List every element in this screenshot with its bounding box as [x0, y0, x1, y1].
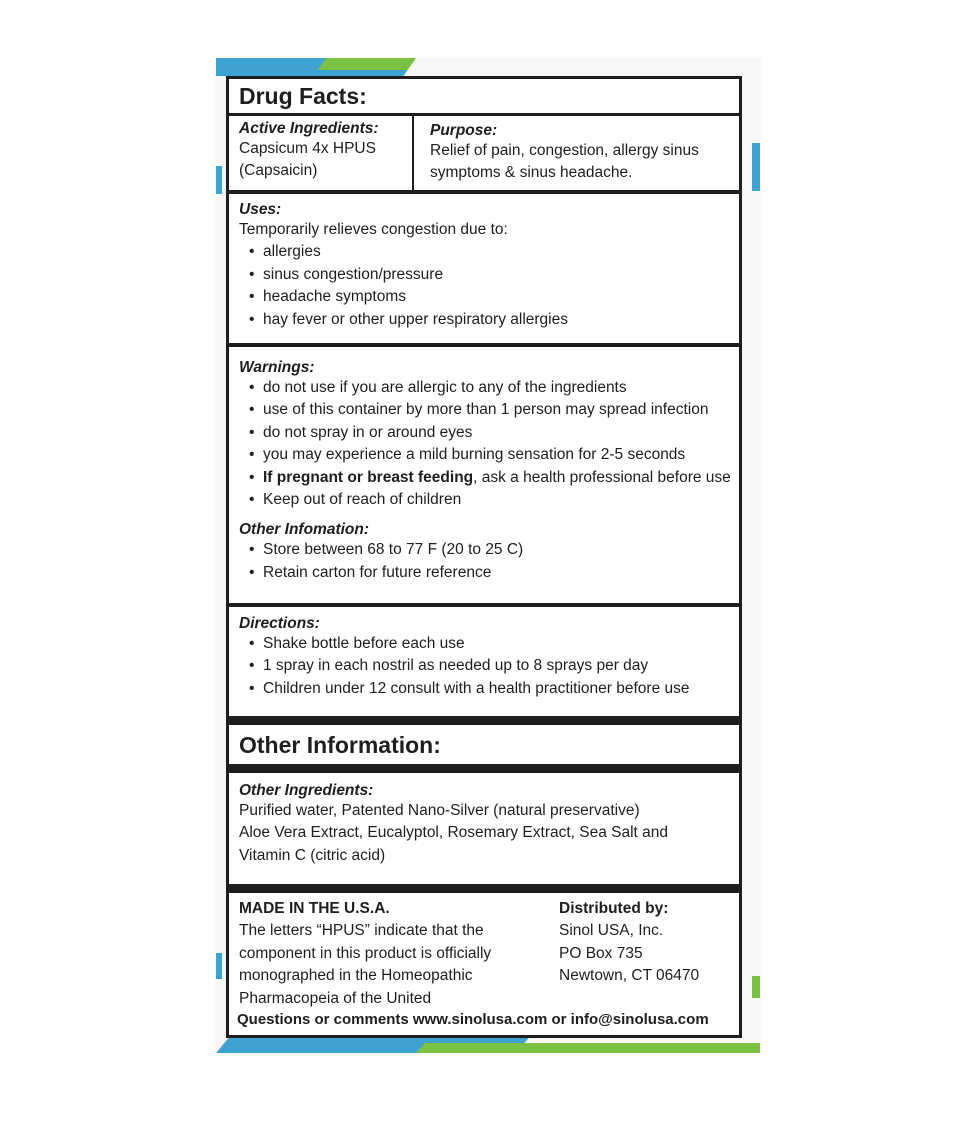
- divider: [229, 343, 739, 347]
- top-white-stripe: [403, 58, 760, 76]
- uses-section: [239, 201, 749, 331]
- drug-facts-panel: [226, 76, 742, 1038]
- uses-item: • allergies: [239, 241, 749, 263]
- purpose: [430, 122, 735, 185]
- uses-item: • headache symptoms: [239, 286, 749, 308]
- column-divider: [412, 116, 414, 190]
- made-in-section: [239, 898, 539, 1010]
- warnings-section: [239, 359, 749, 584]
- purpose-label: Purpose:: [430, 122, 498, 139]
- warnings-item: • do not spray in or around eyes: [239, 422, 749, 444]
- bottom-green-stripe: [416, 1043, 760, 1053]
- other-ingredients-line: Purified water, Patented Nano-Silver (natural preservative): [239, 802, 640, 819]
- other-ingredients-label: Other Ingredients:: [239, 782, 374, 799]
- divider: [229, 113, 739, 116]
- distributor-line: Newtown, CT 06470: [559, 967, 700, 985]
- thick-divider: [229, 884, 739, 893]
- distributed-by-label: Distributed by:: [559, 900, 669, 917]
- hpus-line: monographed in the Homeopathic: [239, 967, 473, 985]
- made-in-usa: MADE IN THE U.S.A.: [239, 900, 390, 917]
- warnings-item: • you may experience a mild burning sensation for 2-5 seconds: [239, 444, 749, 466]
- thick-divider: [229, 764, 739, 773]
- warnings-label: Warnings:: [239, 359, 315, 376]
- drug-facts-title: Drug Facts:: [239, 83, 367, 109]
- left-blue-edge: [216, 166, 222, 194]
- uses-item: • hay fever or other upper respiratory allergies: [239, 309, 749, 331]
- active-ingredient-line: (Capsaicin): [239, 162, 318, 180]
- hpus-line: Pharmacopeia of the United: [239, 989, 432, 1007]
- hpus-line: component in this product is officially: [239, 944, 492, 962]
- pregnancy-text: , ask a health professional before use: [473, 468, 731, 486]
- directions-item: • Children under 12 consult with a health practitioner before use: [239, 678, 749, 700]
- left-blue-edge-lower: [216, 953, 222, 979]
- uses-item: • sinus congestion/pressure: [239, 264, 749, 286]
- directions-label: Directions:: [239, 615, 320, 632]
- other-info-label: Other Infomation:: [239, 521, 370, 539]
- other-info-item: • Retain carton for future reference: [239, 562, 749, 584]
- distributor-line: Sinol USA, Inc.: [559, 922, 664, 940]
- thick-divider: [229, 716, 739, 725]
- warnings-item-pregnancy: [239, 467, 749, 489]
- other-ingredients-section: [239, 782, 749, 867]
- contact-line: Questions or comments www.sinolusa.com or info@sinolusa.com: [237, 1011, 709, 1028]
- distributor-section: [559, 898, 739, 988]
- distributor-line: PO Box 735: [559, 944, 643, 962]
- other-information-title: Other Information:: [239, 732, 441, 758]
- warnings-item: • use of this container by more than 1 person may spread infection: [239, 399, 749, 421]
- other-info-item: • Store between 68 to 77 F (20 to 25 C): [239, 539, 749, 561]
- divider: [229, 190, 739, 194]
- directions-item: • Shake bottle before each use: [239, 633, 749, 655]
- other-ingredients-line: Vitamin C (citric acid): [239, 846, 386, 864]
- uses-label: Uses:: [239, 201, 282, 218]
- right-blue-edge: [752, 143, 760, 191]
- hpus-line: The letters “HPUS” indicate that the: [239, 922, 484, 940]
- warnings-item: • do not use if you are allergic to any of the ingredients: [239, 377, 749, 399]
- directions-item: • 1 spray in each nostril as needed up to 8 sprays per day: [239, 655, 749, 677]
- purpose-line: symptoms & sinus headache.: [430, 164, 633, 182]
- uses-intro: Temporarily relieves congestion due to:: [239, 221, 508, 238]
- divider: [229, 603, 739, 607]
- active-ingredient-line: Capsicum 4x HPUS: [239, 140, 376, 157]
- directions-section: [239, 615, 749, 700]
- purpose-line: Relief of pain, congestion, allergy sinus: [430, 142, 699, 159]
- active-ingredients-label: Active Ingredients:: [239, 120, 379, 137]
- product-carton: [216, 58, 760, 1053]
- right-green-edge: [752, 976, 760, 998]
- active-ingredients: [239, 120, 409, 183]
- other-ingredients-line: Aloe Vera Extract, Eucalyptol, Rosemary Extract, Sea Salt and: [239, 824, 669, 842]
- pregnancy-bold-text: If pregnant or breast feeding: [263, 468, 474, 486]
- warnings-item: • Keep out of reach of children: [239, 489, 749, 511]
